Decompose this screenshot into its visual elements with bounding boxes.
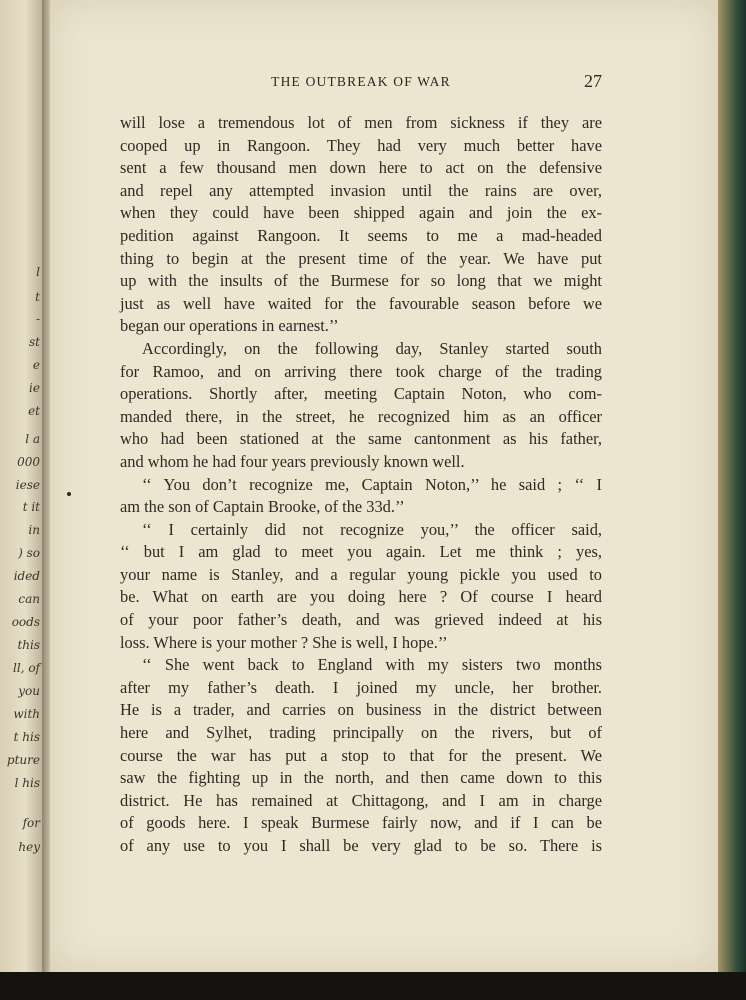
facing-page-fragment: iese	[15, 478, 40, 492]
text-line: am the son of Captain Brooke, of the 33d.’’	[120, 497, 405, 517]
book-gutter	[42, 0, 50, 1000]
page-bottom-shadow	[0, 972, 746, 1000]
text-line: of goods here. I speak Burmese fairly now, and if I can be	[120, 813, 602, 833]
facing-page-fragment: ll, of	[13, 661, 40, 675]
facing-page-fragment: l	[36, 265, 40, 279]
text-line: for Ramoo, and on arriving there took charge of the trading	[120, 361, 602, 381]
page-header	[120, 71, 602, 96]
text-line: saw the fighting up in the north, and then came down to this	[120, 768, 602, 788]
text-line: ‘‘ but I am glad to meet you again. Let me think ; yes,	[120, 542, 602, 562]
facing-page-fragment: with	[13, 707, 40, 721]
running-title: THE OUTBREAK OF WAR	[271, 74, 451, 89]
facing-page-fragment: l a	[25, 432, 40, 446]
book-binding	[718, 0, 746, 1000]
facing-page-fragment: t his	[13, 730, 40, 744]
text-line: ‘‘ She went back to England with my sisters two months	[142, 655, 602, 675]
text-line: loss. Where is your mother ? She is well, I hope.’’	[120, 632, 448, 652]
text-line: district. He has remained at Chittagong, and I am in charge	[120, 790, 602, 810]
facing-page-fragment: pture	[6, 753, 40, 767]
facing-page-fragment: hey	[18, 840, 40, 854]
page-number: 27	[584, 71, 602, 91]
facing-page-fragment: this	[17, 638, 40, 652]
text-line: of any use to you I shall be very glad to be so. There is	[120, 836, 602, 855]
text-line: of your poor father’s death, and was grieved indeed at his	[120, 610, 602, 630]
text-line: ‘‘ I certainly did not recognize you,’’ the officer said,	[142, 519, 602, 539]
text-line: ‘‘ You don’t recognize me, Captain Noton,’’ he said ; ‘‘ I	[142, 474, 602, 494]
facing-page-fragment: you	[18, 684, 40, 698]
text-line: manded there, in the street, he recognized him as an officer	[120, 406, 602, 426]
text-line: will lose a tremendous lot of men from sickness if they are	[120, 113, 602, 132]
facing-page-fragment: for	[22, 816, 40, 830]
facing-page-fragment: l his	[14, 776, 40, 790]
facing-page-fragment: oods	[11, 615, 40, 629]
text-line: sent a few thousand men down here to act on the defensive	[120, 158, 602, 178]
text-line: He is a trader, and carries on business in the district between	[120, 700, 602, 720]
text-line: operations. Shortly after, meeting Captain Noton, who com-	[120, 384, 602, 404]
text-line: began our operations in earnest.’’	[120, 316, 339, 336]
text-line: when they could have been shipped again and join the ex-	[120, 203, 602, 223]
text-line: just as well have waited for the favourable season before we	[120, 293, 602, 313]
facing-page-fragment: 000	[17, 455, 40, 469]
text-line: here and Sylhet, trading principally on the rivers, but of	[120, 723, 602, 743]
text-line: your name is Stanley, and a regular young pickle you used to	[120, 564, 602, 584]
text-line: and whom he had four years previously known well.	[120, 451, 465, 471]
facing-page-fragment: e	[32, 358, 40, 372]
facing-page-fragment: -	[35, 312, 40, 326]
text-line: up with the insults of the Burmese for so long that we might	[120, 271, 602, 291]
facing-page-fragment: can	[18, 592, 40, 606]
body-text	[120, 112, 602, 858]
text-line: who had been stationed at the same cantonment as his father,	[120, 429, 602, 449]
facing-page-fragment: t it	[22, 500, 40, 514]
facing-page-fragment: ) so	[18, 546, 40, 560]
text-line: be. What on earth are you doing here ? Of course I heard	[120, 587, 602, 607]
text-line: pedition against Rangoon. It seems to me a mad-headed	[120, 225, 602, 245]
ink-speck	[67, 492, 71, 496]
text-line: Accordingly, on the following day, Stanley started south	[142, 338, 602, 358]
text-line: cooped up in Rangoon. They had very much better have	[120, 135, 602, 155]
text-line: and repel any attempted invasion until the rains are over,	[120, 180, 602, 200]
facing-page-fragment: in	[28, 523, 40, 537]
facing-page-fragment: t	[35, 290, 40, 304]
facing-page-fragment: ie	[29, 381, 40, 395]
facing-page-fragment: st	[29, 335, 40, 349]
text-line: course the war has put a stop to that for the present. We	[120, 745, 602, 765]
text-line: thing to begin at the present time of the year. We have put	[120, 248, 602, 268]
facing-page-fragment: et	[28, 404, 40, 418]
facing-page-fragment: ided	[13, 569, 40, 583]
facing-page-edge	[0, 0, 42, 1000]
text-line: after my father’s death. I joined my uncle, her brother.	[120, 677, 602, 697]
